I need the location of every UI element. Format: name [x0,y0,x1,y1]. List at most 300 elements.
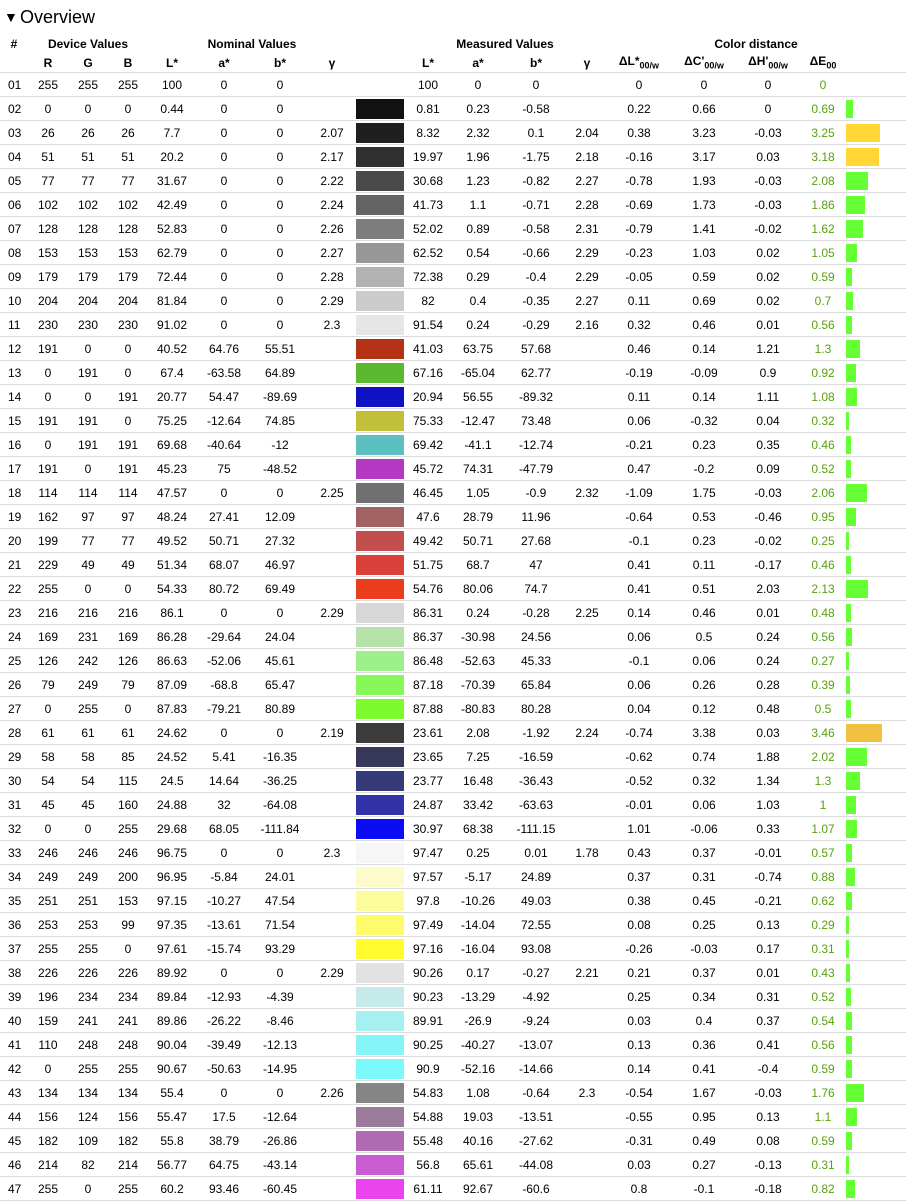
cell-delta-c: 1.03 [672,241,736,265]
cell-measured-b: 72.55 [504,913,568,937]
table-row [0,625,906,649]
cell-idx: 31 [0,793,28,817]
cell-b: 61 [108,721,148,745]
cell-swatch [356,1153,404,1177]
cell-nominal-a: -15.74 [196,937,252,961]
header-nominal-values: Nominal Values [207,36,297,51]
cell-nominal-b: 0 [252,961,308,985]
cell-nominal-l: 81.84 [148,289,196,313]
table-body [0,73,906,1201]
cell-nominal-b: -12.13 [252,1033,308,1057]
cell-delta-h: 0.13 [736,1105,800,1129]
cell-nominal-a: 5.41 [196,745,252,769]
cell-g: 77 [68,169,108,193]
cell-g: 249 [68,865,108,889]
cell-nominal-gamma: 2.29 [308,289,356,313]
cell-idx: 43 [0,1081,28,1105]
cell-delta-c: 0.46 [672,601,736,625]
table-row [0,745,906,769]
cell-b: 191 [108,433,148,457]
cell-delta-e-bar [846,1009,906,1033]
cell-nominal-b: 0 [252,1081,308,1105]
cell-delta-c: 0.37 [672,841,736,865]
delta-e-bar [846,1060,852,1078]
cell-measured-l: 97.57 [404,865,452,889]
color-swatch [356,843,404,863]
delta-e-bar [846,964,850,982]
cell-b: 77 [108,169,148,193]
cell-idx: 09 [0,265,28,289]
cell-r: 156 [28,1105,68,1129]
cell-delta-h: 0.9 [736,361,800,385]
color-swatch [356,435,404,455]
cell-delta-e: 1 [800,793,846,817]
cell-delta-c: 0.51 [672,577,736,601]
color-swatch [356,531,404,551]
cell-delta-e-bar [846,649,906,673]
header-color-distance: Color distance [714,36,798,51]
cell-idx: 22 [0,577,28,601]
cell-nominal-b: 0 [252,121,308,145]
cell-delta-c: -0.1 [672,1177,736,1201]
cell-swatch [356,505,404,529]
cell-measured-a: 0.29 [452,265,504,289]
cell-delta-e-bar [846,409,906,433]
cell-delta-c: 0.27 [672,1153,736,1177]
cell-delta-h: 0.02 [736,265,800,289]
cell-nominal-gamma: 2.22 [308,169,356,193]
cell-delta-e-bar [846,577,906,601]
cell-measured-l: 23.65 [404,745,452,769]
cell-nominal-gamma [308,793,356,817]
cell-measured-l: 69.42 [404,433,452,457]
cell-idx: 35 [0,889,28,913]
cell-measured-l: 23.61 [404,721,452,745]
cell-nominal-l: 24.88 [148,793,196,817]
table-row [0,457,906,481]
col-r: R [43,55,53,70]
cell-nominal-b: 0 [252,601,308,625]
cell-delta-e: 0.69 [800,97,846,121]
cell-nominal-gamma: 2.3 [308,313,356,337]
cell-delta-c: 1.75 [672,481,736,505]
cell-swatch [356,1129,404,1153]
color-swatch [356,915,404,935]
cell-nominal-b: 55.51 [252,337,308,361]
cell-g: 102 [68,193,108,217]
cell-nominal-a: 14.64 [196,769,252,793]
cell-delta-e-bar [846,889,906,913]
cell-nominal-b: 0 [252,97,308,121]
cell-b: 77 [108,529,148,553]
cell-measured-b: -16.59 [504,745,568,769]
delta-e-bar [846,100,853,118]
cell-measured-gamma: 2.27 [568,289,606,313]
header-index: # [10,36,18,51]
cell-delta-h: 0.03 [736,721,800,745]
cell-delta-l: -0.26 [606,937,672,961]
cell-nominal-gamma [308,1033,356,1057]
cell-measured-l: 61.11 [404,1177,452,1201]
color-swatch [356,363,404,383]
cell-nominal-a: -63.58 [196,361,252,385]
cell-nominal-b: 45.61 [252,649,308,673]
cell-delta-h: 0.24 [736,649,800,673]
cell-r: 204 [28,289,68,313]
cell-nominal-gamma [308,625,356,649]
cell-idx: 07 [0,217,28,241]
cell-nominal-a: -68.8 [196,673,252,697]
overview-toggle[interactable] [4,4,95,30]
table-row [0,1105,906,1129]
table-row [0,721,906,745]
cell-measured-gamma: 2.3 [568,1081,606,1105]
cell-measured-a: 92.67 [452,1177,504,1201]
cell-measured-a: -40.27 [452,1033,504,1057]
cell-swatch [356,577,404,601]
cell-b: 255 [108,817,148,841]
cell-measured-a: -80.83 [452,697,504,721]
cell-delta-l: -0.55 [606,1105,672,1129]
cell-delta-c: 0.23 [672,433,736,457]
cell-idx: 14 [0,385,28,409]
cell-delta-e-bar [846,1105,906,1129]
cell-delta-e: 1.08 [800,385,846,409]
cell-nominal-l: 55.47 [148,1105,196,1129]
cell-delta-l: -0.78 [606,169,672,193]
cell-nominal-b: 80.89 [252,697,308,721]
cell-delta-h: -0.03 [736,1081,800,1105]
cell-measured-b: -1.92 [504,721,568,745]
cell-nominal-a: -13.61 [196,913,252,937]
cell-b: 0 [108,361,148,385]
cell-delta-e-bar [846,721,906,745]
cell-measured-a: 74.31 [452,457,504,481]
cell-r: 110 [28,1033,68,1057]
table-row [0,961,906,985]
cell-measured-b: -1.75 [504,145,568,169]
cell-measured-a: 19.03 [452,1105,504,1129]
cell-measured-b: 73.48 [504,409,568,433]
cell-swatch [356,841,404,865]
cell-delta-e: 0.56 [800,313,846,337]
cell-delta-l: 0.41 [606,577,672,601]
cell-measured-l: 23.77 [404,769,452,793]
color-swatch [356,987,404,1007]
cell-delta-l: -0.74 [606,721,672,745]
color-swatch [356,195,404,215]
cell-r: 229 [28,553,68,577]
cell-measured-a: 68.7 [452,553,504,577]
cell-delta-l: 0.03 [606,1153,672,1177]
cell-g: 231 [68,625,108,649]
cell-measured-gamma [568,913,606,937]
cell-delta-h: 0.35 [736,433,800,457]
cell-nominal-a: 0 [196,289,252,313]
cell-delta-e: 0.31 [800,1153,846,1177]
cell-nominal-gamma [308,385,356,409]
cell-delta-e-bar [846,121,906,145]
cell-measured-a: 1.08 [452,1081,504,1105]
cell-swatch [356,913,404,937]
cell-nominal-l: 72.44 [148,265,196,289]
cell-measured-a: -10.26 [452,889,504,913]
cell-nominal-a: 0 [196,97,252,121]
cell-g: 61 [68,721,108,745]
cell-swatch [356,769,404,793]
cell-nominal-a: -40.64 [196,433,252,457]
cell-nominal-l: 60.2 [148,1177,196,1201]
table-row [0,313,906,337]
cell-nominal-gamma [308,1153,356,1177]
cell-delta-e-bar [846,193,906,217]
cell-nominal-a: 0 [196,961,252,985]
cell-measured-a: 63.75 [452,337,504,361]
cell-nominal-gamma: 2.3 [308,841,356,865]
cell-r: 216 [28,601,68,625]
cell-measured-l: 86.37 [404,625,452,649]
cell-delta-c: 0.23 [672,529,736,553]
cell-b: 153 [108,241,148,265]
cell-nominal-b: 0 [252,481,308,505]
cell-idx: 12 [0,337,28,361]
color-swatch [356,1155,404,1175]
cell-nominal-gamma [308,1177,356,1201]
cell-r: 230 [28,313,68,337]
cell-measured-b: -0.35 [504,289,568,313]
cell-swatch [356,481,404,505]
cell-nominal-l: 90.04 [148,1033,196,1057]
cell-delta-e: 0.52 [800,457,846,481]
cell-nominal-a: 0 [196,169,252,193]
cell-measured-b: 27.68 [504,529,568,553]
cell-measured-l: 47.6 [404,505,452,529]
cell-delta-c: 0.41 [672,1057,736,1081]
cell-delta-e: 1.76 [800,1081,846,1105]
cell-nominal-b: 12.09 [252,505,308,529]
cell-measured-gamma [568,529,606,553]
table-row [0,889,906,913]
cell-measured-gamma [568,649,606,673]
cell-nominal-gamma [308,1009,356,1033]
cell-nominal-b: -8.46 [252,1009,308,1033]
cell-nominal-gamma [308,433,356,457]
cell-idx: 15 [0,409,28,433]
cell-delta-h: 0.02 [736,241,800,265]
delta-e-bar [846,988,851,1006]
color-swatch [356,315,404,335]
cell-nominal-b: -36.25 [252,769,308,793]
cell-r: 196 [28,985,68,1009]
cell-delta-e-bar [846,961,906,985]
cell-swatch [356,169,404,193]
cell-measured-l: 86.31 [404,601,452,625]
cell-measured-a: 56.55 [452,385,504,409]
cell-nominal-l: 24.62 [148,721,196,745]
cell-nominal-l: 87.09 [148,673,196,697]
cell-delta-e: 3.25 [800,121,846,145]
cell-delta-l: 0.38 [606,121,672,145]
cell-b: 160 [108,793,148,817]
cell-b: 255 [108,73,148,97]
cell-nominal-l: 67.4 [148,361,196,385]
cell-delta-c: 0.26 [672,673,736,697]
cell-measured-b: -36.43 [504,769,568,793]
cell-delta-e-bar [846,913,906,937]
table-row [0,697,906,721]
cell-idx: 44 [0,1105,28,1129]
table-row [0,937,906,961]
color-swatch [356,459,404,479]
color-swatch [356,243,404,263]
cell-swatch [356,361,404,385]
col-delta-c [672,53,736,73]
cell-b: 248 [108,1033,148,1057]
cell-swatch [356,1081,404,1105]
cell-delta-e-bar [846,313,906,337]
cell-measured-b: -0.28 [504,601,568,625]
cell-g: 82 [68,1153,108,1177]
color-swatch [356,99,404,119]
cell-measured-b: 24.56 [504,625,568,649]
cell-delta-e-bar [846,433,906,457]
cell-measured-a: -26.9 [452,1009,504,1033]
delta-e-bar [846,844,852,862]
col-nominal-gamma: γ [328,55,336,70]
cell-swatch [356,1057,404,1081]
color-swatch [356,651,404,671]
cell-nominal-b: -12 [252,433,308,457]
cell-r: 102 [28,193,68,217]
cell-b: 49 [108,553,148,577]
cell-nominal-gamma: 2.27 [308,241,356,265]
cell-delta-l: 0.04 [606,697,672,721]
cell-delta-e-bar [846,145,906,169]
cell-idx: 39 [0,985,28,1009]
cell-delta-h: 0.17 [736,937,800,961]
table-row [0,1177,906,1201]
cell-measured-l: 100 [404,73,452,97]
cell-b: 0 [108,577,148,601]
cell-r: 0 [28,97,68,121]
cell-nominal-l: 7.7 [148,121,196,145]
col-nominal-b: b* [274,55,286,70]
cell-delta-e-bar [846,865,906,889]
delta-e-bar [846,340,860,358]
cell-delta-e-bar [846,625,906,649]
cell-nominal-l: 48.24 [148,505,196,529]
cell-idx: 19 [0,505,28,529]
cell-nominal-a: -29.64 [196,625,252,649]
cell-measured-gamma: 2.04 [568,121,606,145]
cell-measured-a: 28.79 [452,505,504,529]
cell-g: 114 [68,481,108,505]
cell-r: 114 [28,481,68,505]
delta-e-bar [846,148,879,166]
cell-r: 153 [28,241,68,265]
cell-nominal-gamma [308,409,356,433]
delta-e-bar [846,820,857,838]
table-row [0,1057,906,1081]
cell-nominal-gamma: 2.07 [308,121,356,145]
cell-delta-c: 1.41 [672,217,736,241]
cell-delta-c: 3.17 [672,145,736,169]
cell-delta-e: 0.59 [800,1057,846,1081]
col-delta-h-label: ΔH' [748,54,769,69]
color-swatch [356,1131,404,1151]
cell-delta-l: -0.54 [606,1081,672,1105]
delta-e-bar [846,724,882,742]
cell-b: 134 [108,1081,148,1105]
cell-nominal-a: 68.07 [196,553,252,577]
cell-nominal-gamma [308,769,356,793]
cell-g: 204 [68,289,108,313]
cell-nominal-l: 52.83 [148,217,196,241]
cell-nominal-b: -14.95 [252,1057,308,1081]
cell-r: 226 [28,961,68,985]
cell-measured-a: 0.89 [452,217,504,241]
cell-r: 199 [28,529,68,553]
cell-nominal-l: 86.28 [148,625,196,649]
cell-idx: 04 [0,145,28,169]
cell-delta-h: -0.21 [736,889,800,913]
table-row [0,577,906,601]
cell-b: 182 [108,1129,148,1153]
cell-measured-l: 91.54 [404,313,452,337]
cell-delta-h: -0.03 [736,121,800,145]
cell-swatch [356,241,404,265]
cell-nominal-b: -48.52 [252,457,308,481]
cell-nominal-gamma: 2.24 [308,193,356,217]
cell-measured-b: 11.96 [504,505,568,529]
cell-delta-c: 0.5 [672,625,736,649]
cell-nominal-gamma [308,697,356,721]
col-measured-gamma: γ [583,55,591,70]
cell-idx: 16 [0,433,28,457]
cell-measured-l: 55.48 [404,1129,452,1153]
delta-e-bar [846,556,851,574]
cell-measured-a: 1.23 [452,169,504,193]
cell-measured-l: 87.88 [404,697,452,721]
color-swatch [356,1035,404,1055]
cell-delta-h: -0.4 [736,1057,800,1081]
cell-swatch [356,889,404,913]
cell-delta-e: 0.62 [800,889,846,913]
cell-nominal-b: 65.47 [252,673,308,697]
cell-nominal-a: 32 [196,793,252,817]
cell-measured-gamma [568,793,606,817]
cell-measured-gamma [568,865,606,889]
cell-swatch [356,721,404,745]
cell-delta-e-bar [846,385,906,409]
cell-nominal-a: -12.64 [196,409,252,433]
cell-delta-h: -0.03 [736,193,800,217]
cell-measured-l: 30.97 [404,817,452,841]
cell-r: 182 [28,1129,68,1153]
col-delta-l-label: ΔL* [618,54,640,69]
color-swatch [356,867,404,887]
cell-delta-h: -0.01 [736,841,800,865]
table-row [0,985,906,1009]
cell-r: 26 [28,121,68,145]
cell-r: 0 [28,433,68,457]
cell-idx: 21 [0,553,28,577]
cell-delta-e: 1.1 [800,1105,846,1129]
cell-measured-a: -65.04 [452,361,504,385]
cell-delta-c: 0.12 [672,697,736,721]
col-delta-e-sub: 00 [826,60,837,71]
cell-measured-gamma [568,673,606,697]
